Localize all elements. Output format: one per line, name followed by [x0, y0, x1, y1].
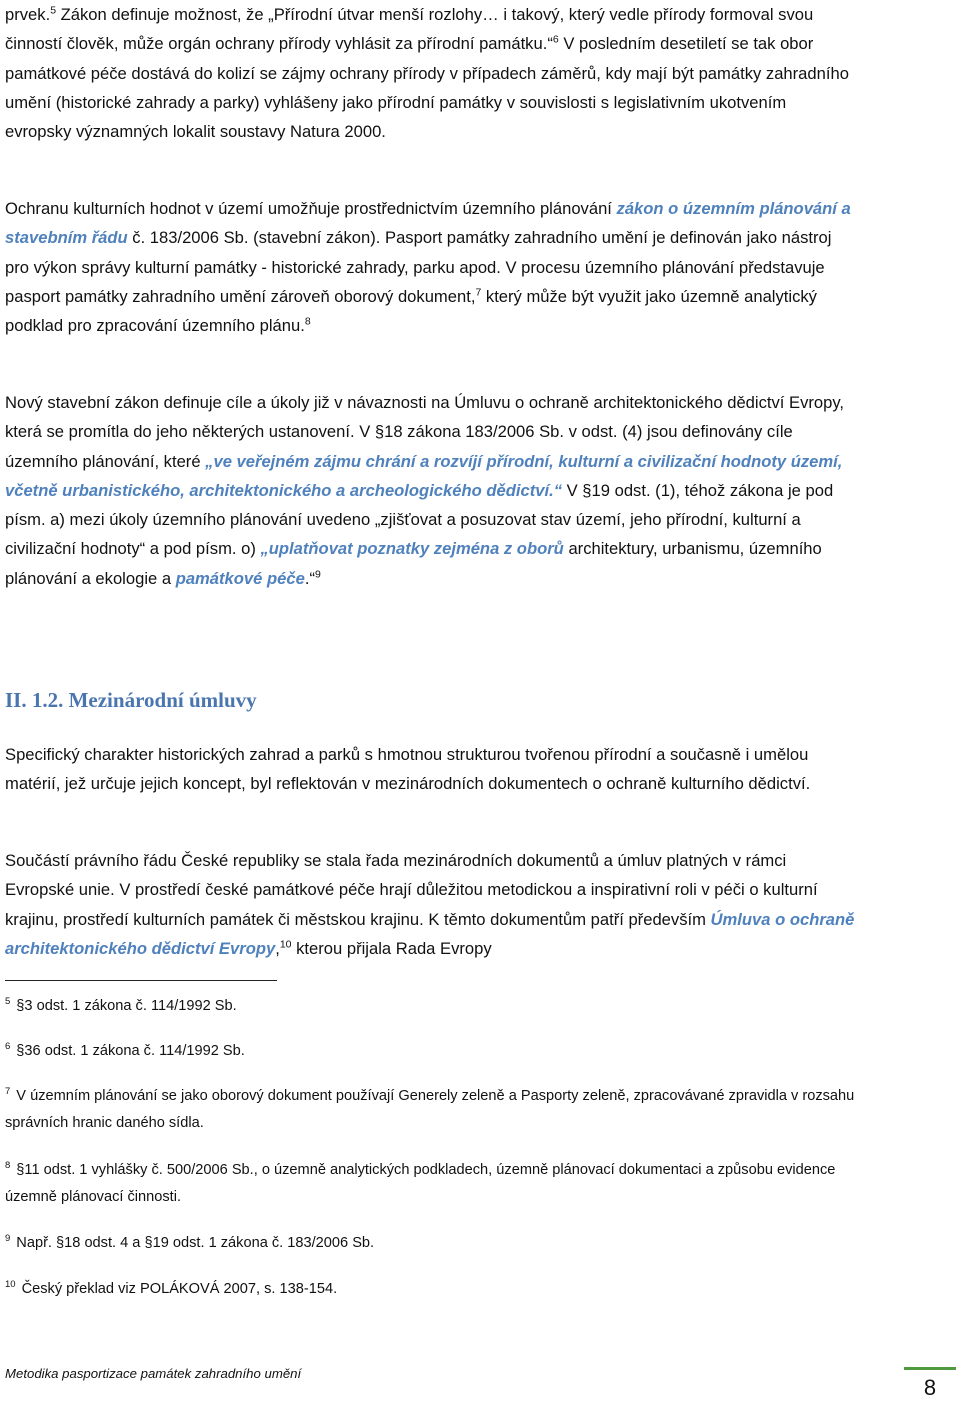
convention-link[interactable]: Úmluva o ochraně architektonického dědictví Evropy — [5, 909, 855, 958]
footnote-6 — [5, 1038, 855, 1065]
p2-text-b: č. 183/2006 Sb. (stavební zákon). Pasport památky zahradního umění je definován jako nástroj pro výkon správy kulturní památky - historické zahrady, parku apod. V procesu územního plánování představuje pasport památky zahradního umění zároveň oborový dokument, — [5, 228, 832, 306]
footnote-ref-5[interactable]: 5 — [50, 4, 57, 17]
footnote-number: 8 — [5, 1160, 11, 1172]
paragraph-4: Specifický charakter historických zahrad a parků s hmotnou strukturou tvořenou přírodní a současně i umělou matérií, jež určuje jejich koncept, byl reflektován v mezinárodních dokumentech o ochraně kulturního dědictví. — [5, 745, 811, 794]
footnote-separator — [5, 980, 277, 981]
footer-document-title: Metodika pasportizace památek zahradního umění — [5, 1366, 302, 1381]
footnote-text: V územním plánování se jako oborový dokument používají Generely zeleně a Pasporty zeleně, zpracovávané zpravidla v rozsahu správních hranic daného sídla. — [5, 1088, 855, 1131]
p2-text-c: který může být využit jako územně analytický podklad pro zpracování územního plánu. — [5, 286, 817, 336]
footnote-ref-9[interactable]: 9 — [314, 568, 321, 581]
page-number-box — [904, 1367, 956, 1419]
page-number: 8 — [923, 1375, 937, 1400]
p5-text-c: kterou přijala Rada Evropy — [291, 938, 492, 958]
p3-text-c: architektury, urbanismu, územního plánování a ekologie a — [5, 539, 822, 588]
paragraph-1 — [5, 0, 855, 146]
p5-text-b: , — [275, 938, 280, 958]
footnote-number: 9 — [5, 1233, 11, 1245]
p3-text-d: .“ — [304, 568, 315, 588]
footnote-8 — [5, 1157, 855, 1211]
paragraph-5 — [5, 846, 855, 963]
footnote-ref-8[interactable]: 8 — [304, 315, 311, 328]
section-heading: II. 1.2. Mezinárodní úmluvy — [5, 688, 257, 712]
footnote-10 — [5, 1276, 855, 1303]
quote-link-2[interactable]: „uplatňovat poznatky zejména z oborů — [260, 539, 564, 559]
p1-text-a: prvek. — [5, 5, 51, 24]
paragraph-3 — [5, 388, 855, 593]
footnote-number: 6 — [5, 1041, 11, 1053]
footnote-text: Český překlad viz POLÁKOVÁ 2007, s. 138-154. — [21, 1281, 338, 1297]
footnote-text: §3 odst. 1 zákona č. 114/1992 Sb. — [16, 998, 237, 1014]
footnote-text: Např. §18 odst. 4 a §19 odst. 1 zákona č. 183/2006 Sb. — [16, 1235, 375, 1251]
p3-text-a: Nový stavební zákon definuje cíle a úkoly již v návaznosti na Úmluvu o ochraně architektonického dědictví Evropy, která se promítla do jeho některých ustanovení. V §18 zákona 183/2006 Sb. v odst. (4) jsou definovány cíle územního plánování, které — [5, 393, 845, 471]
footnote-ref-10[interactable]: 10 — [279, 938, 292, 951]
law-link-stavebni-zakon[interactable]: zákon o územním plánování a stavebním řádu — [5, 199, 851, 248]
quote-link-1[interactable]: „ve veřejném zájmu chrání a rozvíjí přírodní, kulturní a civilizační hodnoty území, včetně urbanistického, architektonického a archeologického dědictví.“ — [5, 451, 843, 500]
footnote-text: §36 odst. 1 zákona č. 114/1992 Sb. — [16, 1043, 245, 1059]
footnote-7 — [5, 1083, 855, 1137]
p2-text-a: Ochranu kulturních hodnot v území umožňuje prostřednictvím územního plánování — [5, 199, 617, 218]
footnote-number: 7 — [5, 1086, 11, 1098]
quote-link-3[interactable]: památkové péče — [175, 568, 305, 588]
footnote-ref-6[interactable]: 6 — [552, 33, 559, 46]
footnote-number: 10 — [5, 1279, 16, 1291]
footnote-5 — [5, 993, 855, 1020]
paragraph-2 — [5, 194, 855, 340]
p1-text-c: V posledním desetiletí se tak obor památkové péče dostává do kolizí se zájmy ochrany přírody v případech záměrů, kdy mají být památky zahradního umění (historické zahrady a parky) vyhlášeny jako přírodní památky v souvislosti s legislativním ukotvením evropsky významných lokalit soustavy Natura 2000. — [5, 34, 849, 142]
p3-text-b: V §19 odst. (1), téhož zákona je pod písm. a) mezi úkoly územního plánování uvedeno „zjišťovat a posuzovat stav území, jeho přírodní, kulturní a civilizační hodnoty“ a pod písm. o) — [5, 480, 834, 559]
footnote-ref-7[interactable]: 7 — [475, 286, 482, 299]
footnote-text: §11 odst. 1 vyhlášky č. 500/2006 Sb., o územně analytických podkladech, územně plánovací dokumentaci a způsobu evidence územně plánovací činnosti. — [5, 1162, 836, 1205]
p1-text-b: Zákon definuje možnost, že „Přírodní útvar menší rozlohy… i takový, který vedle přírody formoval svou činností člověk, může orgán ochrany přírody vyhlásit za přírodní památku.“ — [5, 5, 814, 54]
page-number-bar — [904, 1367, 956, 1370]
footnote-9 — [5, 1230, 855, 1257]
p5-text-a: Součástí právního řádu České republiky se stala řada mezinárodních dokumentů a úmluv platných v rámci Evropské unie. V prostředí české památkové péče hrají důležitou metodickou a inspirativní roli v péči o kulturní krajinu, prostředí kulturních památek či městskou krajinu. K těmto dokumentům patří především — [5, 851, 818, 929]
footnote-number: 5 — [5, 996, 11, 1008]
